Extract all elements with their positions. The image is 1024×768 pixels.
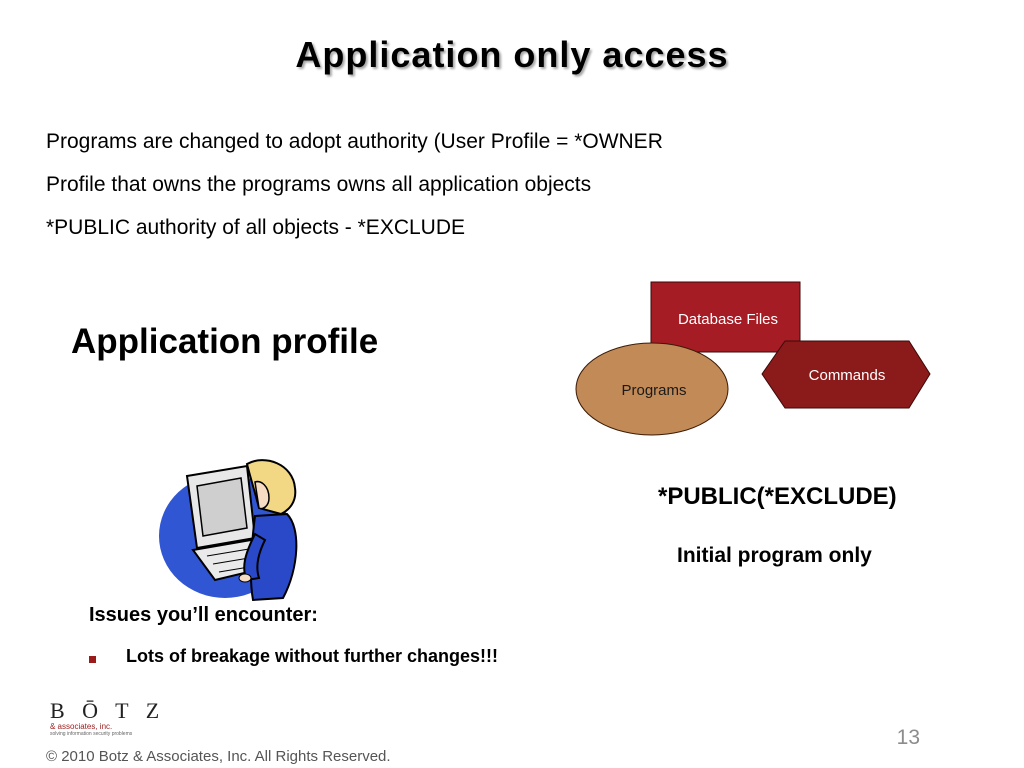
copyright-text: © 2010 Botz & Associates, Inc. All Rights Reserved.	[46, 748, 391, 765]
application-profile-heading: Application profile	[71, 322, 379, 361]
slide-number: 13	[896, 726, 920, 749]
slide-title: Application only access	[295, 34, 729, 75]
programs-label: Programs	[621, 382, 687, 399]
public-exclude-label: *PUBLIC(*EXCLUDE)	[658, 483, 897, 510]
commands-label: Commands	[808, 367, 886, 384]
body-line-1: Programs are changed to adopt authority (User Profile = *OWNER	[46, 130, 663, 153]
initial-program-label: Initial program only	[677, 544, 872, 567]
logo-name: B Ō T Z	[50, 698, 166, 723]
botz-logo	[50, 700, 165, 737]
logo-tagline: solving information security problems	[50, 731, 133, 737]
body-line-2: Profile that owns the programs owns all application objects	[46, 173, 592, 196]
database-files-label: Database Files	[677, 311, 779, 328]
bullet-square-icon	[89, 656, 96, 663]
logo-subtitle: & associates, inc.	[50, 722, 113, 731]
issue-item: Lots of breakage without further changes!!!	[126, 646, 499, 666]
issues-heading: Issues you’ll encounter:	[89, 604, 318, 626]
body-line-3: *PUBLIC authority of all objects - *EXCLUDE	[46, 216, 466, 239]
woman-at-computer-icon	[155, 458, 305, 603]
object-diagram	[570, 276, 940, 441]
